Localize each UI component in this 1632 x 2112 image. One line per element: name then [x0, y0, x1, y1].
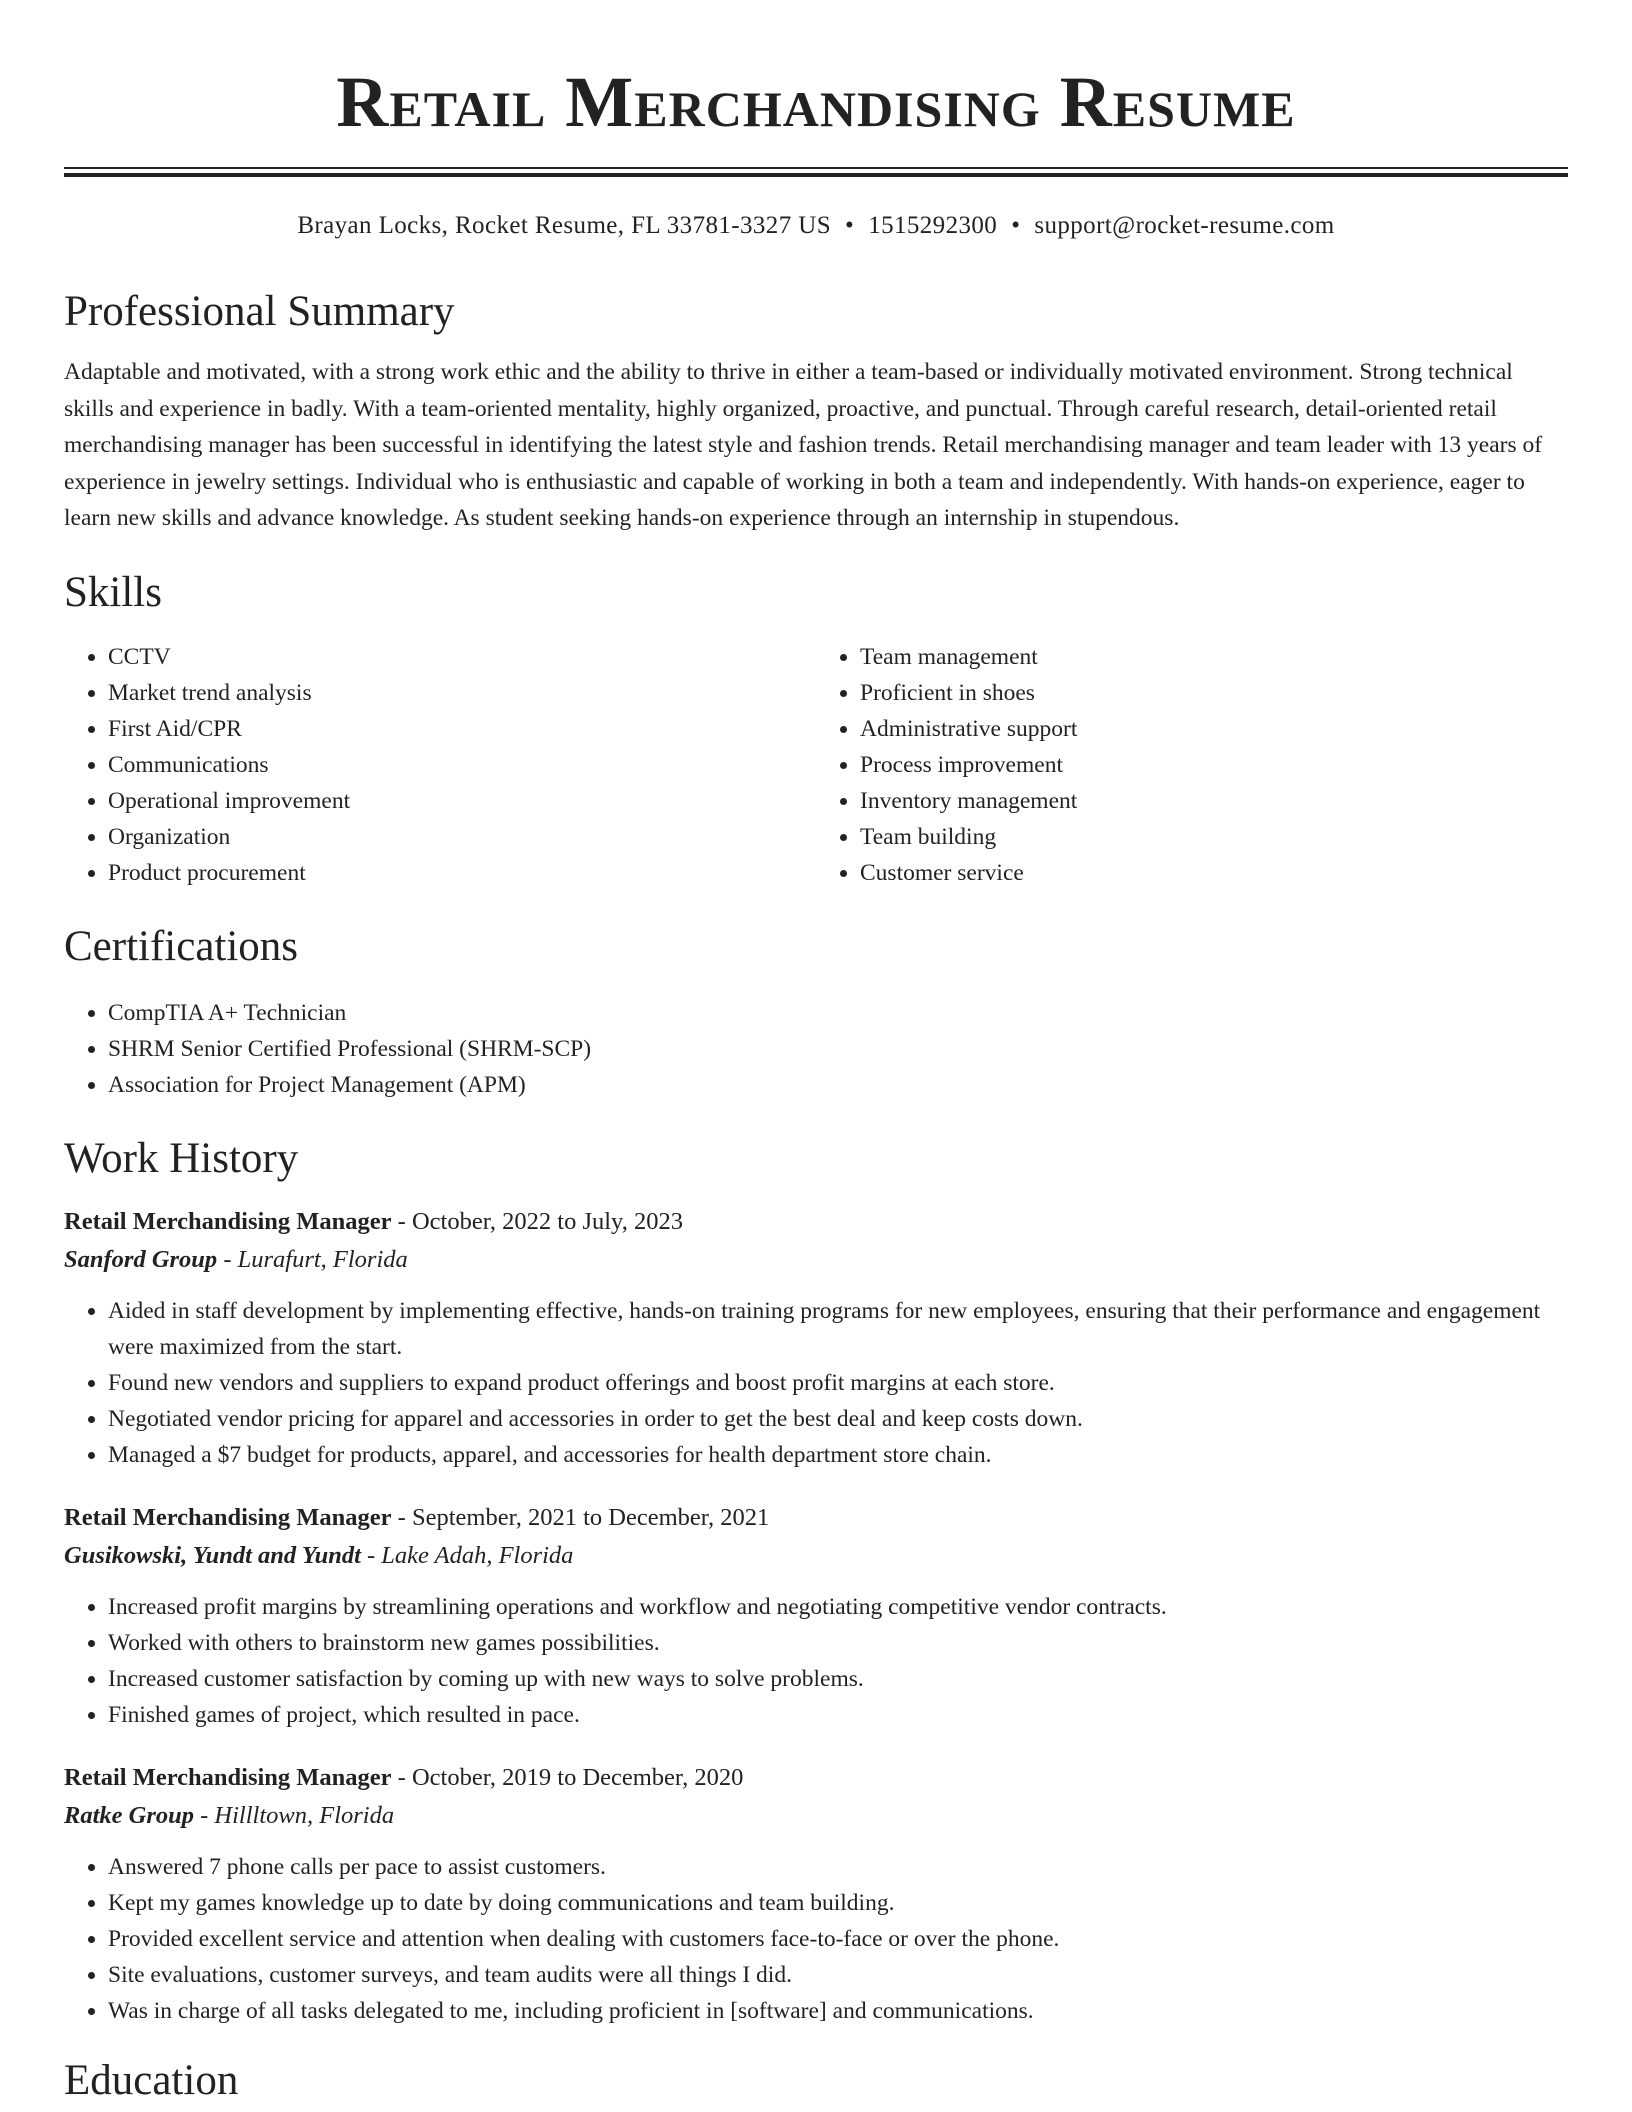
job-title: Retail Merchandising Manager [64, 1763, 392, 1791]
job-company-line [64, 1797, 1568, 1835]
bullet-separator: • [1011, 212, 1021, 239]
job-bullet: • Provided excellent service and attention when dealing with customers face-to-face or over the phone. [108, 1921, 1568, 1957]
job-company: Ratke Group [64, 1801, 195, 1829]
job-title: Retail Merchandising Manager [64, 1207, 392, 1235]
title-divider [64, 167, 1568, 177]
job-entry [64, 1759, 1568, 2029]
job-bullet: • Negotiated vendor pricing for apparel and accessories in order to get the best deal and keep costs down. [108, 1401, 1568, 1437]
bullet-separator: • [845, 212, 855, 239]
contact-address: Brayan Locks, Rocket Resume, FL 33781-3327 US [297, 212, 832, 239]
job-location: - Lake Adah, Florida [367, 1541, 574, 1569]
certification-item: • Association for Project Management (APM) [108, 1067, 1568, 1103]
skill-item: • Administrative support [860, 711, 1568, 747]
skill-item: • First Aid/CPR [108, 711, 816, 747]
skill-item: • Team building [860, 819, 1568, 855]
job-bullets [64, 1293, 1568, 1473]
job-bullet: • Site evaluations, customer surveys, and team audits were all things I did. [108, 1957, 1568, 1993]
job-company-line [64, 1537, 1568, 1575]
skill-item: • Communications [108, 747, 816, 783]
job-title-line [64, 1759, 1568, 1797]
job-location: - Hillltown, Florida [200, 1801, 395, 1829]
education-heading: Education [64, 2056, 239, 2104]
job-bullets [64, 1849, 1568, 2029]
job-bullet: • Finished games of project, which resulted in pace. [108, 1697, 1568, 1733]
summary-heading: Professional Summary [64, 288, 455, 335]
resume-title: Retail Merchandising Resume [336, 62, 1296, 142]
job-dates: - October, 2022 to July, 2023 [397, 1207, 683, 1235]
contact-email: support@rocket-resume.com [1034, 212, 1335, 239]
job-bullet: • Found new vendors and suppliers to expand product offerings and boost profit margins at each store. [108, 1365, 1568, 1401]
job-company-line [64, 1241, 1568, 1279]
job-dates: - October, 2019 to December, 2020 [397, 1763, 744, 1791]
job-bullet: • Aided in staff development by implementing effective, hands-on training programs for new employees, ensuring that their performance and engagement were maximized from the start. [108, 1293, 1568, 1365]
job-location: - Lurafurt, Florida [223, 1245, 408, 1273]
contact-line [64, 210, 1568, 242]
job-bullet: • Worked with others to brainstorm new games possibilities. [108, 1625, 1568, 1661]
certification-item: • CompTIA A+ Technician [108, 995, 1568, 1031]
certifications-list [64, 995, 1568, 1103]
job-entry [64, 1203, 1568, 1473]
job-bullet: • Managed a $7 budget for products, apparel, and accessories for health department store chain. [108, 1437, 1568, 1473]
job-title-line [64, 1499, 1568, 1537]
skills-list-left [64, 639, 816, 891]
skill-item: • Team management [860, 639, 1568, 675]
skills-list-right [816, 639, 1568, 891]
job-title: Retail Merchandising Manager [64, 1503, 392, 1531]
skill-item: • Operational improvement [108, 783, 816, 819]
skill-item: • Organization [108, 819, 816, 855]
skill-item: • Proficient in shoes [860, 675, 1568, 711]
skill-item: • Customer service [860, 855, 1568, 891]
job-entry [64, 1499, 1568, 1733]
job-bullet: • Kept my games knowledge up to date by doing communications and team building. [108, 1885, 1568, 1921]
skills-heading: Skills [64, 568, 162, 616]
job-dates: - September, 2021 to December, 2021 [397, 1503, 770, 1531]
skill-item: • Market trend analysis [108, 675, 816, 711]
job-bullet: • Was in charge of all tasks delegated to me, including proficient in [software] and communications. [108, 1993, 1568, 2029]
job-company: Sanford Group [64, 1245, 218, 1273]
skill-item: • Product procurement [108, 855, 816, 891]
skill-item: • Inventory management [860, 783, 1568, 819]
skill-item: • CCTV [108, 639, 816, 675]
job-bullet: • Answered 7 phone calls per pace to assist customers. [108, 1849, 1568, 1885]
certifications-heading: Certifications [64, 922, 299, 970]
certification-item: • SHRM Senior Certified Professional (SHRM-SCP) [108, 1031, 1568, 1067]
skills-columns [64, 639, 1568, 891]
contact-phone: 1515292300 [868, 212, 998, 239]
summary-text: Adaptable and motivated, with a strong work ethic and the ability to thrive in either a team-based or individually motivated environment. Strong technical skills and experience in badly. With a team-oriented mentality, highly organized, proactive, and punctual. Through careful research, detail-oriented retail merchandising manager has been successful in identifying the latest style and fashion trends. Retail merchandising manager and team leader with 13 years of experience in jewelry settings. Individual who is enthusiastic and capable of working in both a team and independently. With hands-on experience, eager to learn new skills and advance knowledge. As student seeking hands-on experience through an internship in stupendous. [64, 359, 1543, 531]
job-bullet: • Increased customer satisfaction by coming up with new ways to solve problems. [108, 1661, 1568, 1697]
job-company: Gusikowski, Yundt and Yundt [64, 1541, 361, 1569]
job-bullet: • Increased profit margins by streamlining operations and workflow and negotiating competitive vendor contracts. [108, 1589, 1568, 1625]
job-bullets [64, 1589, 1568, 1733]
job-title-line [64, 1203, 1568, 1241]
work-history-heading: Work History [64, 1134, 299, 1182]
skill-item: • Process improvement [860, 747, 1568, 783]
